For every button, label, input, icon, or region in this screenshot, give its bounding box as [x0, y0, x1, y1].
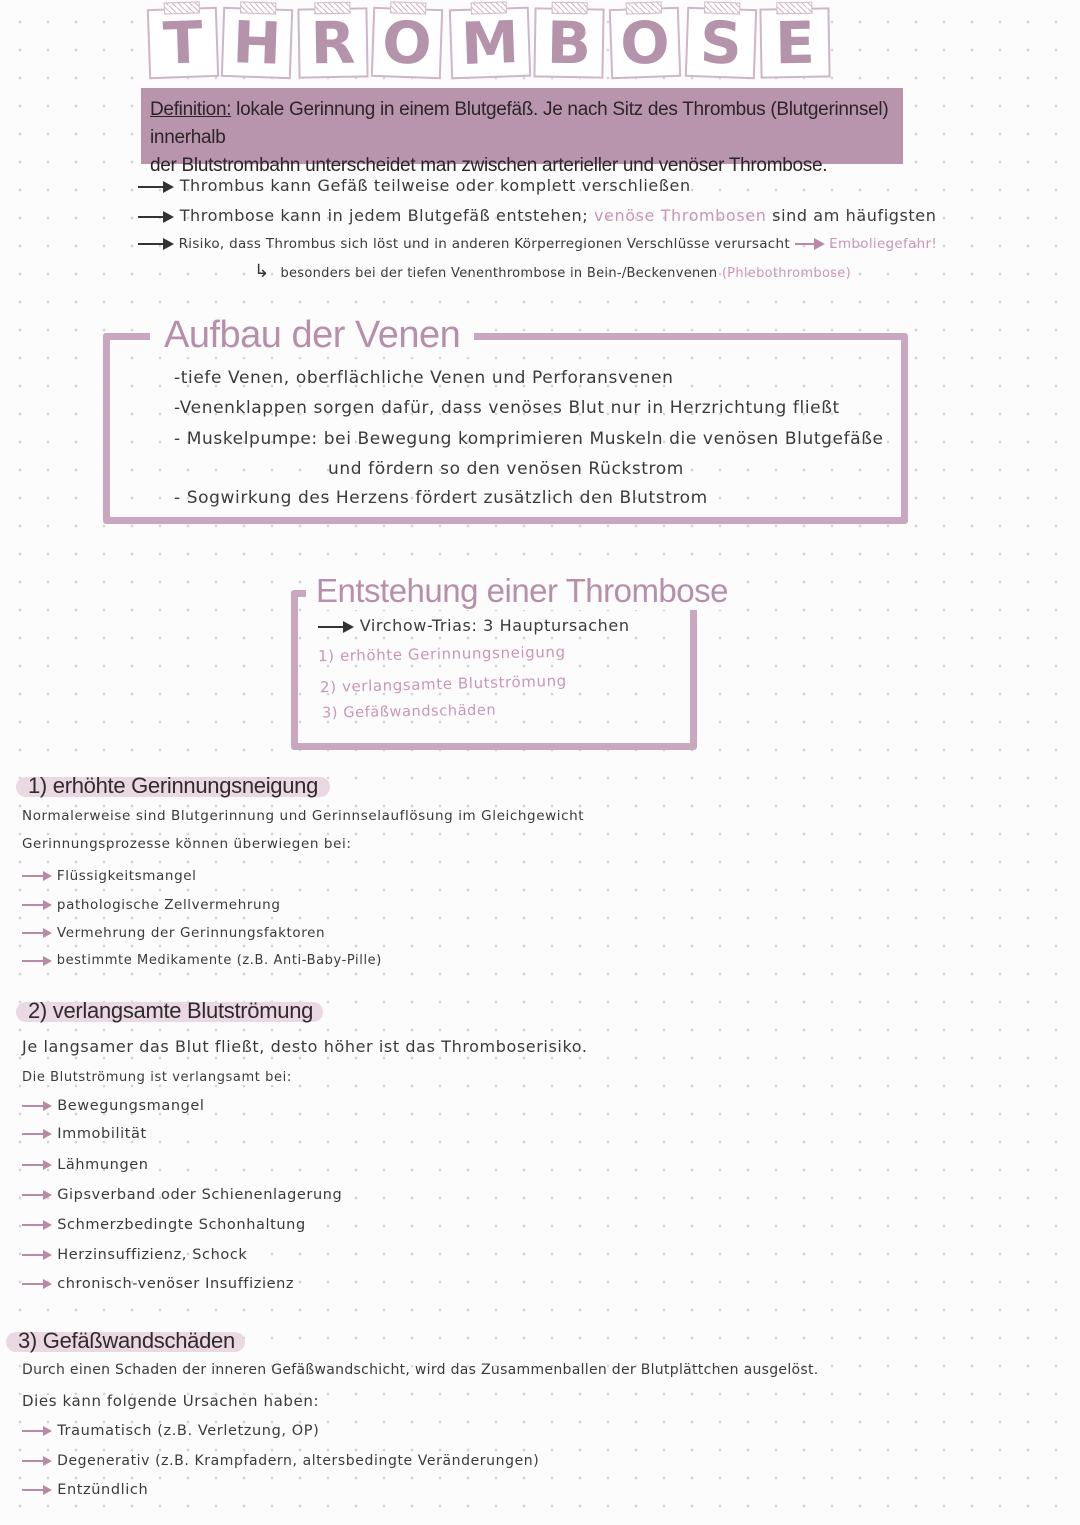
- section-2-item: [22, 1247, 247, 1263]
- arrow-right-icon: [22, 1484, 52, 1496]
- arrow-right-icon: [138, 181, 174, 193]
- title-letter: O: [619, 8, 671, 78]
- arrow-right-icon: [22, 1249, 52, 1261]
- section-2-heading: [16, 998, 323, 1024]
- section-2-item: [22, 1276, 294, 1292]
- title-letter-tile: [221, 7, 293, 79]
- section-1-item: [22, 953, 382, 968]
- intro-line: [138, 236, 937, 252]
- section-1-heading: [16, 773, 328, 799]
- title-letter: M: [459, 8, 521, 78]
- aufbau-heading: Aufbau der Venen: [150, 314, 474, 357]
- section-2-item-text: Herzinsuffizienz, Schock: [57, 1247, 248, 1263]
- section-2-item-text: chronisch-venöser Insuffizienz: [57, 1276, 295, 1292]
- aufbau-item: -tiefe Venen, oberflächliche Venen und Perforansvenen: [174, 368, 674, 388]
- section-2-text: Die Blutströmung ist verlangsamt bei:: [22, 1070, 292, 1085]
- arrow-right-icon: [138, 211, 174, 223]
- arrow-right-icon: [22, 899, 52, 911]
- entstehung-item: 3) Gefäßwandschäden: [321, 702, 497, 722]
- section-2-item: [22, 1217, 306, 1233]
- entstehung-heading: Entstehung einer Thrombose: [306, 572, 738, 610]
- section-3-text: Dies kann folgende Ursachen haben:: [22, 1392, 320, 1410]
- arrow-right-icon: [22, 1189, 52, 1201]
- aufbau-item: und fördern so den venösen Rückstrom: [328, 459, 684, 479]
- entstehung-frame: [291, 590, 697, 750]
- section-2-item: [22, 1098, 205, 1114]
- section-2-item: [22, 1187, 342, 1203]
- intro-highlight: (Phlebothrombose): [721, 266, 851, 281]
- arrow-right-icon: [138, 238, 174, 250]
- arrow-right-icon: [22, 955, 52, 967]
- section-1-heading-text: 1) erhöhte Gerinnungsneigung: [28, 773, 319, 798]
- arrow-right-icon: [22, 870, 52, 882]
- definition-text: [150, 96, 895, 180]
- title-letter-tile: [147, 7, 219, 79]
- section-3-item-text: Traumatisch (z.B. Verletzung, OP): [57, 1423, 320, 1439]
- section-3-heading-text: 3) Gefäßwandschäden: [18, 1328, 235, 1353]
- title-letter-tile: [449, 7, 531, 80]
- intro-line: [138, 176, 691, 195]
- title-letter: E: [774, 8, 816, 78]
- section-3-item: [22, 1453, 539, 1469]
- section-3-item: [22, 1423, 319, 1439]
- section-1-item-text: pathologische Zellvermehrung: [56, 897, 281, 913]
- entstehung-item: 1) erhöhte Gerinnungsneigung: [317, 642, 566, 666]
- section-2-item-text: Immobilität: [57, 1126, 147, 1142]
- arrow-right-icon: [22, 1128, 52, 1140]
- section-2-item-text: Bewegungsmangel: [57, 1098, 205, 1114]
- arrow-right-icon: [318, 621, 354, 633]
- arrow-right-icon: [22, 927, 52, 939]
- section-2-item-text: Gipsverband oder Schienenlagerung: [57, 1187, 343, 1203]
- curved-arrow-icon: ↳: [254, 261, 270, 282]
- title-letter: B: [546, 8, 592, 78]
- section-1-item: [22, 868, 197, 884]
- page-title: [140, 2, 840, 80]
- section-1-item-text: Flüssigkeitsmangel: [56, 868, 197, 884]
- definition-line-1: lokale Gerinnung in einem Blutgefäß. Je nach Sitz des Thrombus (Blutgerinnsel) innerhalb: [150, 99, 889, 148]
- title-letter: S: [698, 8, 744, 78]
- section-1-item-text: Vermehrung der Gerinnungsfaktoren: [56, 925, 326, 941]
- section-2-item: [22, 1126, 147, 1142]
- title-letter-tile: [759, 7, 830, 78]
- intro-highlight: venöse Thrombosen: [593, 206, 767, 225]
- section-2-item: [22, 1157, 149, 1173]
- aufbau-item: - Muskelpumpe: bei Bewegung komprimieren Muskeln die venösen Blutgefäße: [174, 429, 884, 449]
- section-3-text: Durch einen Schaden der inneren Gefäßwandschicht, wird das Zusammenballen der Blutplättchen ausgelöst.: [22, 1362, 819, 1378]
- intro-highlight: Emboliegefahr!: [829, 236, 938, 252]
- arrow-right-icon: [22, 1455, 52, 1467]
- arrow-right-icon: [22, 1219, 52, 1231]
- title-letter: T: [162, 8, 204, 78]
- section-1-text: Normalerweise sind Blutgerinnung und Gerinnselauflösung im Gleichgewicht: [22, 808, 585, 824]
- intro-line: [138, 206, 937, 225]
- section-1-item: [22, 925, 325, 941]
- definition-box: [141, 88, 903, 176]
- section-3-heading: [6, 1328, 245, 1354]
- intro-text: Risiko, dass Thrombus sich löst und in anderen Körperregionen Verschlüsse verursacht: [178, 236, 790, 252]
- arrow-right-icon: [22, 1100, 52, 1112]
- section-1-item: [22, 897, 281, 913]
- section-1-text: Gerinnungsprozesse können überwiegen bei:: [22, 836, 352, 852]
- section-2-item-text: Lähmungen: [57, 1157, 149, 1173]
- intro-text: Thrombus kann Gefäß teilweise oder komplett verschließen: [179, 176, 691, 195]
- intro-text: sind am häufigsten: [766, 206, 937, 225]
- arrow-right-icon: [795, 238, 825, 250]
- definition-line-2: der Blutstrombahn unterscheidet man zwischen arterieller und venöser Thrombose.: [150, 155, 828, 176]
- intro-line: [254, 261, 851, 282]
- arrow-right-icon: [22, 1425, 52, 1437]
- section-3-item-text: Degenerativ (z.B. Krampfadern, altersbedingte Veränderungen): [57, 1453, 540, 1469]
- title-letter-tile: [297, 7, 368, 78]
- virchow-line: [318, 616, 630, 635]
- arrow-right-icon: [22, 1278, 52, 1290]
- section-1-item-text: bestimmte Medikamente (z.B. Anti-Baby-Pille): [56, 953, 382, 968]
- intro-text: besonders bei der tiefen Venenthrombose in Bein-/Beckenvenen: [280, 266, 718, 281]
- title-letter-tile: [533, 7, 604, 78]
- intro-text: Thrombose kann in jedem Blutgefäß entstehen;: [179, 206, 594, 225]
- section-2-text: Je langsamer das Blut fließt, desto höher ist das Thromboserisiko.: [22, 1037, 588, 1056]
- virchow-text: Virchow-Trias: 3 Hauptursachen: [359, 616, 630, 635]
- title-letter: R: [310, 8, 356, 78]
- title-letter-tile: [685, 7, 757, 79]
- section-3-item-text: Entzündlich: [57, 1482, 149, 1498]
- title-letter-tile: [371, 7, 443, 79]
- section-2-item-text: Schmerzbedingte Schonhaltung: [57, 1217, 306, 1233]
- section-2-heading-text: 2) verlangsamte Blutströmung: [28, 998, 314, 1023]
- entstehung-item: 2) verlangsamte Blutströmung: [319, 671, 568, 697]
- section-3-item: [22, 1482, 148, 1498]
- arrow-right-icon: [22, 1159, 52, 1171]
- aufbau-item: -Venenklappen sorgen dafür, dass venöses Blut nur in Herzrichtung fließt: [174, 398, 840, 418]
- title-letter: O: [381, 8, 433, 78]
- title-letter-tile: [609, 7, 681, 79]
- title-letter: H: [231, 8, 283, 78]
- aufbau-item: - Sogwirkung des Herzens fördert zusätzlich den Blutstrom: [174, 488, 708, 508]
- definition-label: Definition:: [150, 99, 232, 120]
